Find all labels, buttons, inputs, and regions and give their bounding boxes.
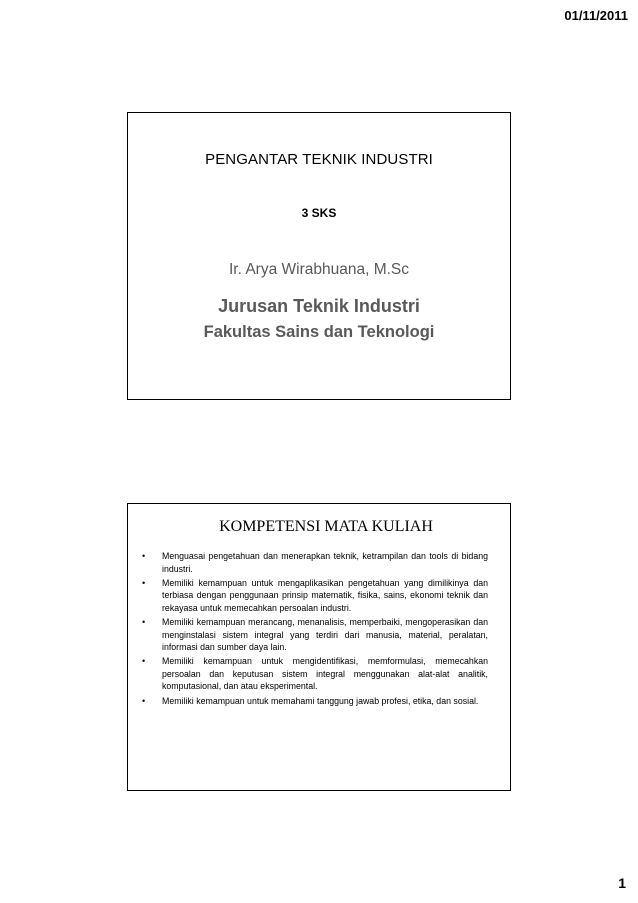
course-credits: 3 SKS xyxy=(301,206,337,220)
list-item-text: Memiliki kemampuan untuk mengidentifikasi, memformulasi, memecahkan persoalan dan keputusan sistem integral menggunakan alat-alat analitik, komputasional, dan atau eksperimental. xyxy=(162,656,488,692)
list-item xyxy=(140,577,488,615)
bullet-icon: • xyxy=(142,577,146,588)
list-item-text: Memiliki kemampuan untuk mengaplikasikan pengetahuan yang dimilikinya dan terbiasa dengan penggunaan prinsip matematik, fisika, sains, ekonomi teknik dan rekayasa untuk memecahkan persoalan industri. xyxy=(162,577,488,613)
course-title: PENGANTAR TEKNIK INDUSTRI xyxy=(205,151,433,168)
slide-2 xyxy=(127,503,511,791)
list-item xyxy=(140,550,488,575)
faculty-name: Fakultas Sains dan Teknologi xyxy=(203,323,435,341)
list-item xyxy=(140,616,488,654)
slide-1 xyxy=(127,112,511,400)
bullet-icon: • xyxy=(142,695,146,706)
list-item-text: Memiliki kemampuan merancang, menanalisis, memperbaiki, mengoperasikan dan menginstalasi sistem integral yang terdiri dari manusia, material, peralatan, informasi dan sumber daya lain. xyxy=(162,616,488,653)
bullet-icon: • xyxy=(142,656,146,667)
list-item xyxy=(140,655,488,693)
bullet-icon: • xyxy=(142,551,146,561)
list-item-text: Menguasai pengetahuan dan menerapkan teknik, ketrampilan dan tools di bidang industri. xyxy=(162,551,488,574)
page-date: 01/11/2011 xyxy=(564,8,628,23)
lecturer-name: Ir. Arya Wirabhuana, M.Sc xyxy=(228,261,410,278)
department-name: Jurusan Teknik Industri xyxy=(218,296,420,316)
competency-list xyxy=(140,550,488,709)
page-number: 1 xyxy=(618,875,626,891)
list-item xyxy=(140,695,488,708)
list-item-text: Memiliki kemampuan untuk memahami tanggung jawab profesi, etika, dan sosial. xyxy=(162,695,479,706)
competency-title: KOMPETENSI MATA KULIAH xyxy=(219,518,433,535)
bullet-icon: • xyxy=(142,616,146,627)
